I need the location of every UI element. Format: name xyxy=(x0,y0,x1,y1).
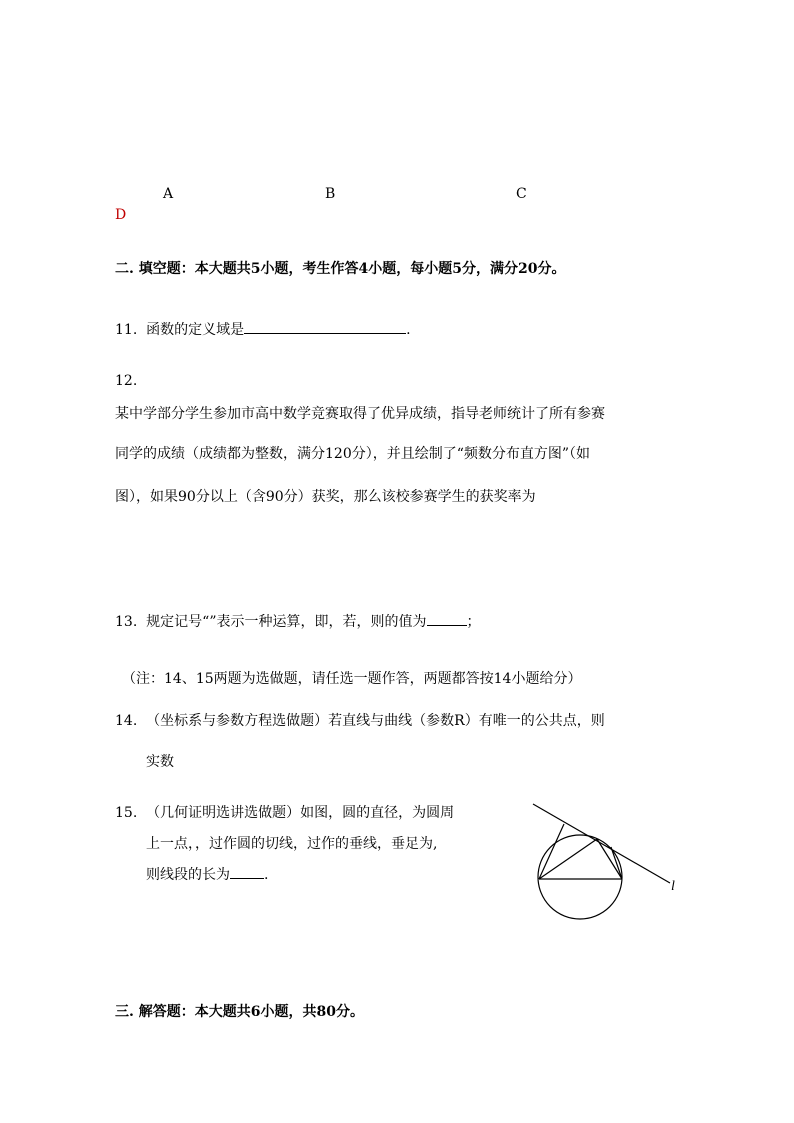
question-13 xyxy=(115,611,481,631)
option-b: B xyxy=(325,186,336,202)
q13-end: ； xyxy=(466,614,481,630)
q14-line-2: 实数 xyxy=(146,754,174,770)
q11-text: 函数的定义域是 xyxy=(146,322,245,338)
q12-line-1: 某中学部分学生参加市高中数学竞赛取得了优异成绩，指导老师统计了所有参赛 xyxy=(115,406,605,422)
q15-answer-blank xyxy=(230,864,264,879)
circle-tangent-figure xyxy=(525,798,685,928)
q15-number: 15. xyxy=(115,805,138,821)
q11-end: . xyxy=(406,322,411,338)
section-2-heading: 二. 填空题：本大题共5小题，考生作答4小题，每小题5分，满分20分。 xyxy=(115,261,566,277)
q12-line-2: 同学的成绩（成绩都为整数，满分120分），并且绘制了“频数分布直方图”（如 xyxy=(115,446,591,462)
q12-number: 12. xyxy=(115,373,138,389)
q15-end: . xyxy=(264,867,269,883)
option-c: C xyxy=(516,186,527,202)
figure-tangent-line xyxy=(533,804,670,883)
elective-note: （注：14、15两题为选做题，请任选一题作答，两题都答按14小题给分） xyxy=(122,671,582,687)
q14-number: 14. xyxy=(115,713,138,729)
q13-number: 13. xyxy=(115,614,138,630)
question-15-line-1 xyxy=(115,802,454,822)
q15-line-2: 上一点，，过作圆的切线，过作的垂线，垂足为, xyxy=(146,836,438,852)
q15-text-1: （几何证明选讲选做题）如图，圆的直径，为圆周 xyxy=(146,805,455,821)
q11-answer-blank xyxy=(244,319,406,334)
q14-text-1: （坐标系与参数方程选做题）若直线与曲线（参数R）有唯一的公共点，则 xyxy=(146,713,605,729)
q12-line-3: 图），如果90分以上（含90分）获奖，那么该校参赛学生的获奖率为 xyxy=(115,489,536,505)
option-a: A xyxy=(163,186,174,202)
q15-line-3 xyxy=(146,864,268,884)
q13-answer-blank xyxy=(427,611,467,626)
q13-text: 规定记号“”表示一种运算，即，若，则的值为 xyxy=(146,614,427,630)
q11-number: 11. xyxy=(115,322,138,338)
question-14-line-1 xyxy=(115,710,605,730)
question-11 xyxy=(115,319,411,339)
q15-text-3: 则线段的长为 xyxy=(146,867,230,883)
section-3-heading: 三. 解答题：本大题共6小题，共80分。 xyxy=(115,1004,364,1020)
option-d: D xyxy=(115,207,127,223)
figure-label-l: l xyxy=(671,879,675,894)
